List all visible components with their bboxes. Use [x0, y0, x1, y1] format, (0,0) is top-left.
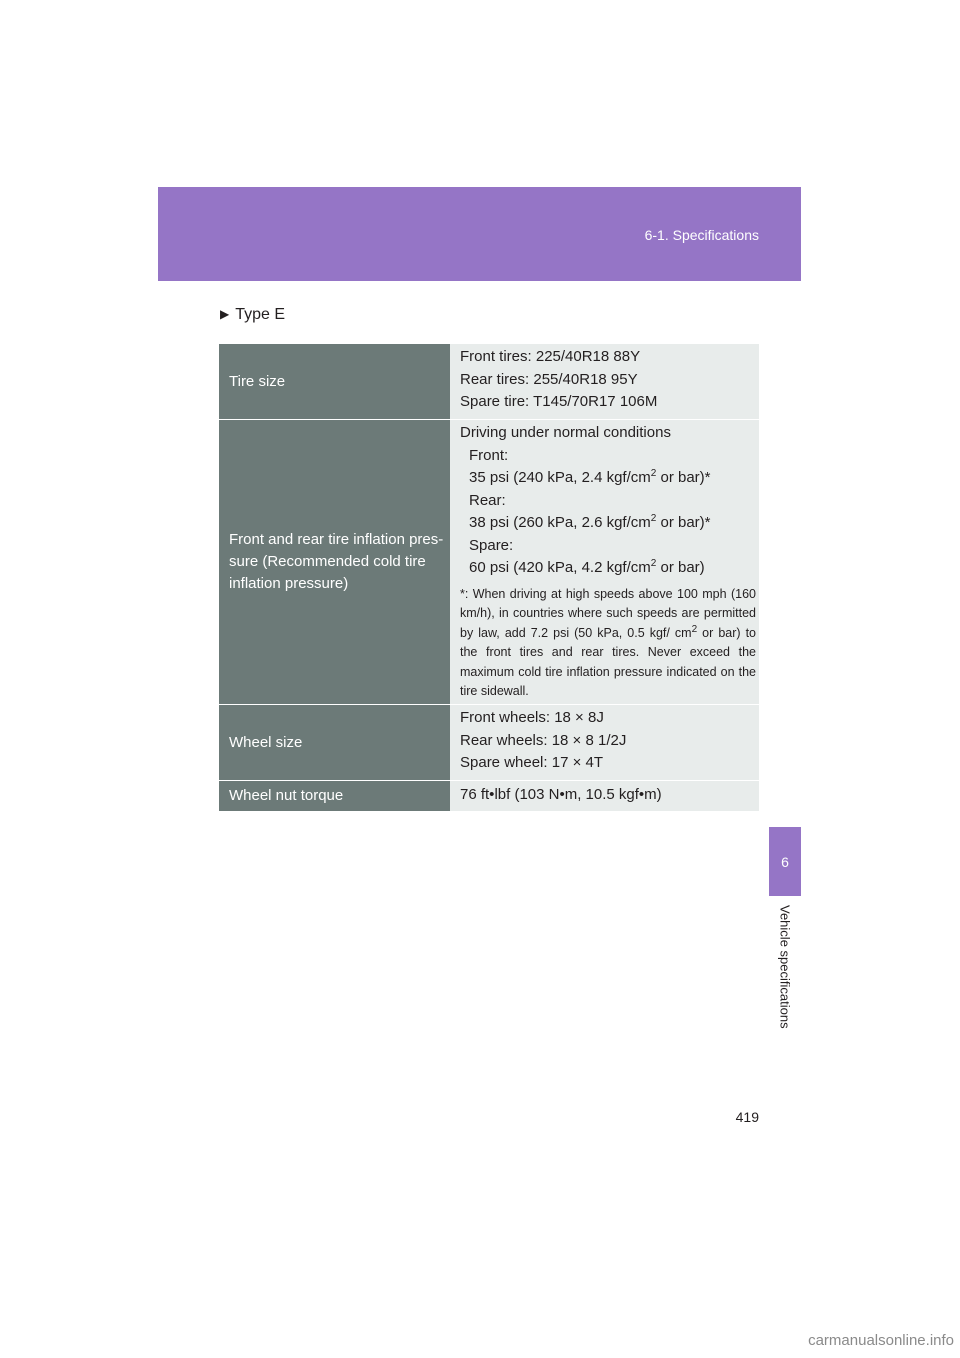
front-pressure-value: 35 psi (240 kPa, 2.4 kgf/$cm^2$ or bar)* [469, 468, 711, 486]
tire-size-label: Tire size [219, 344, 450, 419]
spec-table [219, 344, 759, 812]
front-pressure-label: Front: [469, 446, 509, 464]
table-row-tire-size [219, 344, 759, 420]
high-speed-note: *: When driving at high speeds above 100 mph (160 km/h), in countries where such speeds are permitted by law, add 7.2 psi (50 kPa, 0.5 kgf/ $cm^2$ or bar) to the front tires and rear tires. Never exceed the maximum cold tire inflation pressure indicated on the tire sidewall. [460, 586, 757, 698]
spare-wheel: Spare wheel: 17 × 4T [460, 754, 604, 771]
front-wheels: Front wheels: 18 × 8J [460, 709, 604, 726]
spare-pressure-value: 60 psi (420 kPa, 4.2 kgf/$cm^2$ or bar) [469, 558, 705, 576]
watermark: carmanualsonline.info [808, 1332, 954, 1349]
wheel-nut-torque-value: 76 ft•lbf (103 N•m, 10.5 kgf•m) [450, 781, 759, 811]
rear-pressure-label: Rear: [469, 491, 506, 509]
wheel-size-value [450, 705, 759, 780]
tire-size-value [450, 344, 759, 419]
rear-wheels: Rear wheels: 18 × 8 1/2J [460, 731, 627, 749]
table-row-inflation [219, 420, 759, 705]
inflation-value [450, 420, 759, 704]
spare-tire: Spare tire: T145/70R17 106M [460, 393, 658, 410]
rear-pressure-value: 38 psi (260 kPa, 2.6 kgf/$cm^2$ or bar)* [469, 513, 711, 531]
wheel-nut-torque-label: Wheel nut torque [219, 781, 450, 811]
spare-pressure-label: Spare: [469, 536, 514, 554]
header-band [158, 187, 801, 281]
triangle-bullet-icon: ▶ [220, 307, 230, 321]
chapter-tab: 6 [769, 827, 801, 896]
front-tires: Front tires: 225/40R18 88Y [460, 348, 641, 365]
table-row-wheel-size [219, 705, 759, 781]
rear-tires: Rear tires: 255/40R18 95Y [460, 370, 638, 388]
inflation-label: Front and rear tire inflation pres-sure (Recommended cold tire inflation pressure) [219, 420, 450, 704]
table-row-wheel-nut-torque [219, 781, 759, 812]
inflation-intro: Driving under normal conditions [460, 424, 671, 441]
section-title: 6-1. Specifications [644, 227, 759, 243]
wheel-size-label: Wheel size [219, 705, 450, 780]
type-heading [220, 306, 285, 324]
page-number: 419 [735, 1109, 759, 1125]
chapter-title: Vehicle specifications [777, 905, 793, 1029]
type-label-text: Type E [235, 306, 286, 323]
